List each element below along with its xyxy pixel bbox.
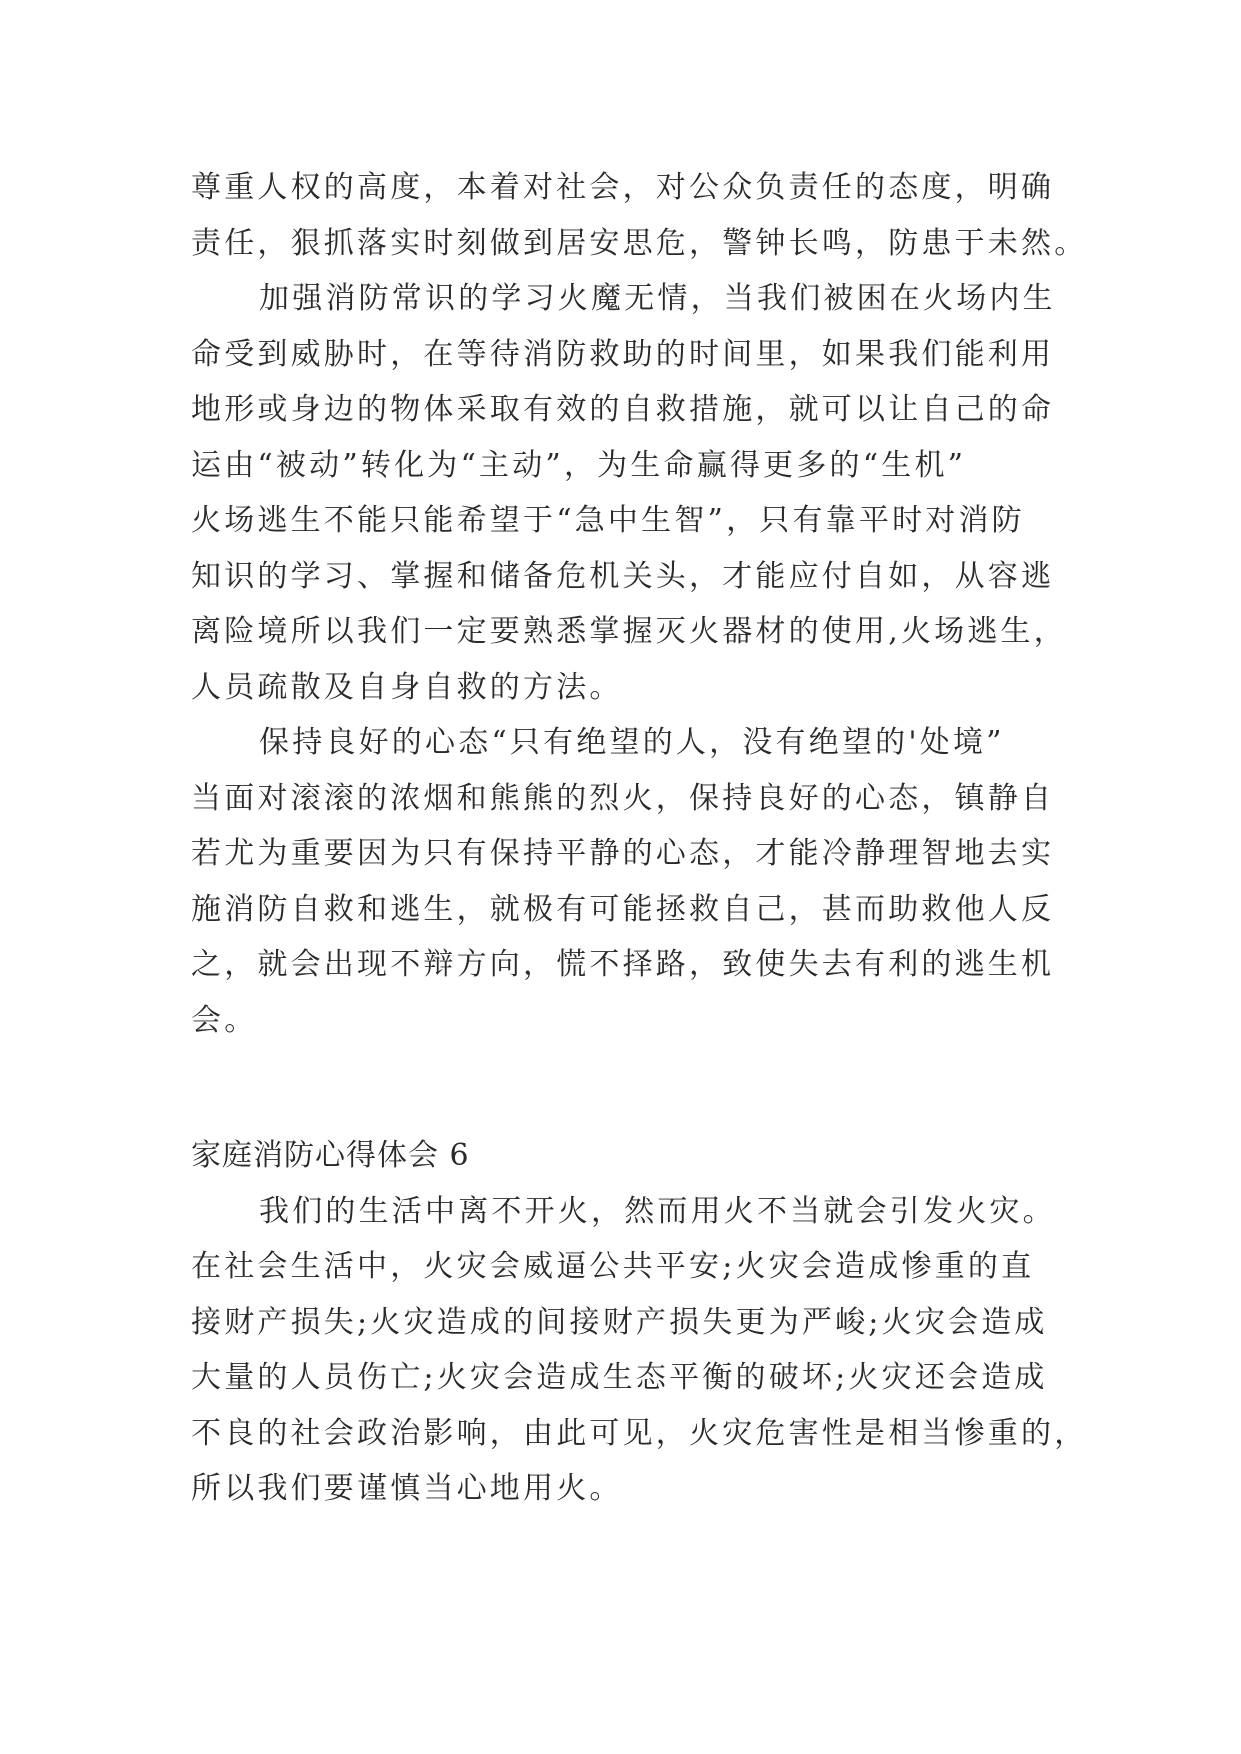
paragraph-line: 所以我们要谨慎当心地用火。 bbox=[191, 1471, 623, 1506]
paragraph-line: 我们的生活中离不开火，然而用火不当就会引发火灾。 bbox=[259, 1193, 1056, 1229]
paragraph-2 bbox=[191, 271, 1067, 715]
paragraph-line: 大量的人员伤亡;火灾会造成生态平衡的破坏;火灾还会造成 bbox=[191, 1360, 1048, 1395]
paragraph-line: 施消防自救和逃生，就极有可能拯救自己，甚而助救他人反 bbox=[191, 891, 1055, 927]
paragraph-line: 会。 bbox=[191, 1002, 258, 1038]
paragraph-3 bbox=[191, 715, 1055, 1048]
paragraph-line: 接财产损失;火灾造成的间接财产损失更为严峻;火灾会造成 bbox=[191, 1304, 1048, 1340]
paragraph-line: 当面对滚滚的浓烟和熊熊的烈火，保持良好的心态，镇静自 bbox=[191, 780, 1055, 816]
paragraph-line: 人员疏散及自身自救的方法。 bbox=[191, 669, 623, 705]
paragraph-line: 火场逃生不能只能希望于“急中生智”，只有靠平时对消防 bbox=[191, 503, 1025, 538]
paragraph-line: 在社会生活中，火灾会威逼公共平安;火灾会造成惨重的直 bbox=[191, 1249, 1035, 1284]
paragraph-line: 运由“被动”转化为“主动”，为生命赢得更多的“生机” bbox=[191, 447, 967, 483]
document-body bbox=[191, 160, 1088, 1517]
paragraph-line: 离险境所以我们一定要熟悉掌握灭火器材的使用,火场逃生， bbox=[191, 614, 1067, 649]
paragraph-line: 不良的社会政治影响，由此可见，火灾危害性是相当惨重的， bbox=[191, 1415, 1088, 1451]
paragraph-line: 尊重人权的高度，本着对社会，对公众负责任的态度，明确 bbox=[191, 170, 1055, 205]
paragraph-line: 知识的学习、掌握和储备危机关头，才能应付自如，从容逃 bbox=[191, 558, 1055, 594]
paragraph-4 bbox=[191, 1184, 1088, 1517]
paragraph-line: 命受到威胁时，在等待消防救助的时间里，如果我们能利用 bbox=[191, 336, 1055, 372]
paragraph-line: 责任，狠抓落实时刻做到居安思危，警钟长鸣，防患于未然。 bbox=[191, 225, 1088, 261]
paragraph-line: 若尤为重要因为只有保持平静的心态，才能冷静理智地去实 bbox=[191, 836, 1055, 871]
paragraph-1 bbox=[191, 160, 1088, 271]
section-heading: 家庭消防心得体会 6 bbox=[191, 1138, 470, 1173]
paragraph-line: 保持良好的心态“只有绝望的人，没有绝望的'处境” bbox=[259, 725, 1005, 760]
paragraph-line: 加强消防常识的学习火魔无情，当我们被困在火场内生 bbox=[259, 281, 1056, 316]
paragraph-line: 之，就会出现不辩方向，慌不择路，致使失去有利的逃生机 bbox=[191, 947, 1055, 982]
paragraph-line: 地形或身边的物体采取有效的自救措施，就可以让自己的命 bbox=[191, 392, 1055, 427]
